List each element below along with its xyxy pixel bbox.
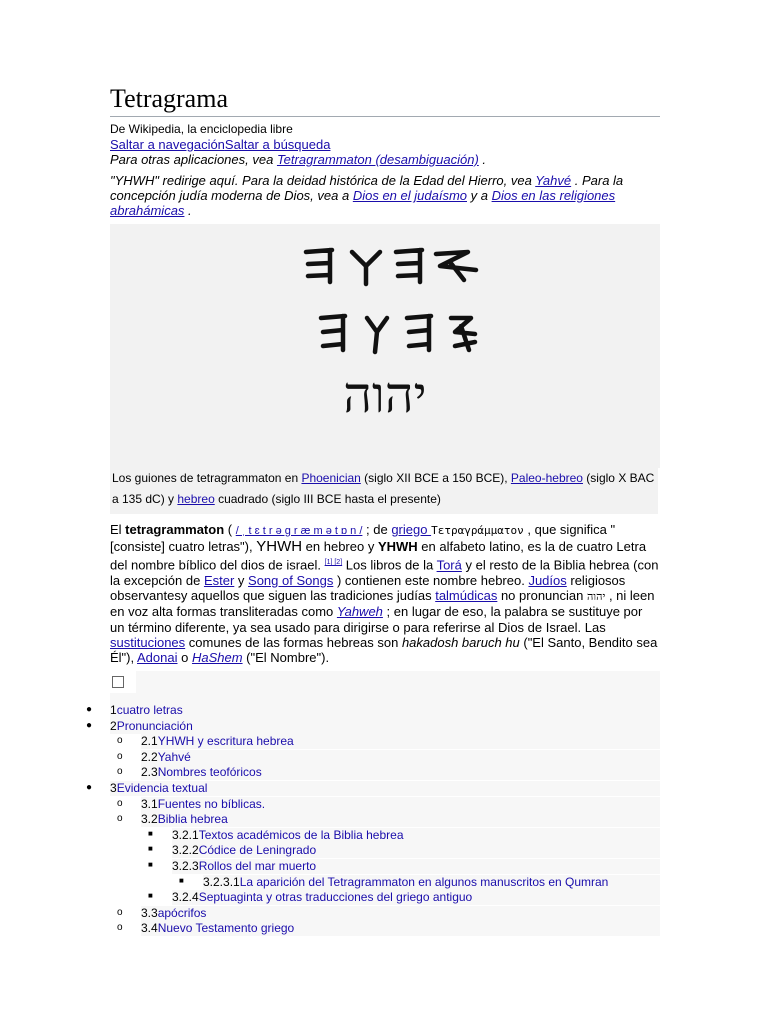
intro-text: , ni leen en voz alta formas transliteradas como xyxy=(110,588,655,620)
toc-item[interactable] xyxy=(203,875,608,890)
page-title: Tetragrama xyxy=(110,84,660,117)
hatnote-text: . xyxy=(478,152,487,167)
paleo-hebreo-link[interactable]: Paleo-hebreo xyxy=(510,471,583,485)
caption-text: cuadrado (siglo III BCE hasta el presente) xyxy=(214,492,441,506)
intro-paragraph xyxy=(110,522,660,665)
toc-row-background xyxy=(141,750,660,765)
toc-bullet: ■ xyxy=(148,844,153,854)
toc-label: Yahvé xyxy=(157,749,191,764)
hatnote-text: . xyxy=(184,203,192,218)
intro-text: y xyxy=(234,572,249,588)
toc-number: 3.2.2 xyxy=(172,843,199,858)
intro-text: ) contienen este nombre hebreo. xyxy=(333,572,529,588)
toc-label: Nuevo Testamento griego xyxy=(157,921,295,936)
toc-item[interactable] xyxy=(141,797,265,812)
intro-text: ( xyxy=(224,522,236,537)
toc-item[interactable] xyxy=(110,781,207,796)
intro-text: religiosos observantesy aquellos que siguen las tradiciones judías xyxy=(110,572,626,604)
toc-number: 2.2 xyxy=(141,749,158,764)
toc-bullet: o xyxy=(117,750,123,762)
toc-toggle-checkbox[interactable] xyxy=(112,676,124,688)
tagline: De Wikipedia, la enciclopedia libre xyxy=(110,122,293,136)
toc-label: cuatro letras xyxy=(116,703,183,717)
caption-text: (siglo X BAC a 135 dC) y xyxy=(112,471,655,506)
jump-to-navigation-link[interactable]: Saltar a navegación xyxy=(110,137,225,152)
toc-label: Septuaginta y otras traducciones del griego antiguo xyxy=(198,890,473,905)
hebreo-link[interactable]: hebreo xyxy=(177,492,215,506)
yahweh-link[interactable]: Yahweh xyxy=(336,604,383,620)
tora-link[interactable]: Torá xyxy=(436,557,462,573)
toc-label: Pronunciación xyxy=(116,718,193,733)
intro-text: ("El Nombre"). xyxy=(242,649,330,665)
toc-bullet: ● xyxy=(86,719,93,731)
toc-bullet: ● xyxy=(86,782,93,793)
toc-item[interactable] xyxy=(141,906,206,921)
toc-bullet: ■ xyxy=(148,860,153,869)
yhwh-large: YHWH xyxy=(256,538,303,556)
phoenician-link[interactable]: Phoenician xyxy=(301,471,361,485)
toc-bullet: ● xyxy=(86,704,93,715)
ipa-pronunciation-link[interactable]: / ˌ t ɛ t r ə ɡ r æ m ə t ɒ n / xyxy=(235,525,363,537)
toc-row-background xyxy=(141,906,660,921)
tetragrammaton-image xyxy=(110,236,660,429)
tetragrammaton-scripts-figure xyxy=(110,224,660,468)
toc-label: Rollos del mar muerto xyxy=(198,859,317,873)
toc-item[interactable] xyxy=(141,812,228,827)
toc-number: 3 xyxy=(110,781,117,795)
toc-item[interactable] xyxy=(141,921,294,936)
caption-text: (siglo XII BCE a 150 BCE), xyxy=(360,471,511,485)
dios-judaismo-link[interactable]: Dios en el judaísmo xyxy=(352,188,467,203)
phoenician-row xyxy=(306,250,476,284)
intro-text: El xyxy=(110,522,126,537)
toc-label: apócrifos xyxy=(157,905,207,920)
toc-item[interactable] xyxy=(110,719,193,734)
toc-bullet: o xyxy=(117,766,123,778)
intro-text: Los libros de la xyxy=(342,557,437,573)
article xyxy=(110,84,660,721)
intro-text: , que significa "[consiste] cuatro letras"), xyxy=(110,522,616,555)
hatnote-text: "YHWH" redirige aquí. Para la deidad histórica de la Edad del Hierro, vea xyxy=(110,173,536,188)
toc-label: Biblia hebrea xyxy=(157,812,228,827)
disambiguation-link[interactable]: Tetragrammaton (desambiguación) xyxy=(276,152,479,167)
sustituciones-link[interactable]: sustituciones xyxy=(110,634,186,650)
hashem-link[interactable]: HaShem xyxy=(191,649,243,665)
intro-text: ("El Santo, Bendito sea Él"), xyxy=(110,634,658,665)
yahve-link[interactable]: Yahvé xyxy=(535,173,572,188)
hatnote-text: . Para la concepción judía moderna de Dios, vea a xyxy=(110,173,624,203)
griego-link[interactable]: griego xyxy=(391,522,432,537)
intro-text: o xyxy=(177,649,192,665)
toc-item[interactable] xyxy=(172,859,316,874)
toc-bullet: o xyxy=(117,735,123,747)
intro-text: ; en lugar de eso, la palabra se sustituye por un término diferente, ya sea usado para dirigirse o para referirse al Dios de Israel. Las xyxy=(110,604,643,635)
toc-number: 1 xyxy=(110,703,117,717)
toc-label: Evidencia textual xyxy=(116,781,208,795)
toc-item[interactable] xyxy=(141,734,294,749)
toc-number: 2.1 xyxy=(141,734,158,749)
toc-label: La aparición del Tetragrammaton en algunos manuscritos en Qumran xyxy=(239,874,609,889)
toc-bullet: ■ xyxy=(179,875,184,885)
figure-caption xyxy=(110,468,658,514)
toc-number: 3.2.1 xyxy=(172,827,199,842)
tetragrammaton-bold: tetragrammaton xyxy=(125,522,225,537)
toc-label: Nombres teofóricos xyxy=(157,765,262,780)
square-hebrew-row: יהוה xyxy=(343,366,427,424)
toc-number: 3.1 xyxy=(141,796,158,811)
toc-item[interactable] xyxy=(172,890,472,905)
toc-number: 3.4 xyxy=(141,921,158,936)
toc-bullet: o xyxy=(117,797,123,809)
talmudicas-link[interactable]: talmúdicas xyxy=(435,588,498,604)
toc-bullet: ■ xyxy=(148,891,153,901)
song-of-songs-link[interactable]: Song of Songs xyxy=(248,572,334,588)
hatnote-text: y a xyxy=(467,188,492,203)
dios-religiones-link[interactable]: Dios en las religiones abrahámicas xyxy=(110,188,616,218)
toc-item[interactable] xyxy=(141,750,191,765)
greek-word: Τετραγράμματον xyxy=(431,524,524,537)
hatnote-text: Para otras aplicaciones, vea xyxy=(110,152,277,167)
adonai-link[interactable]: Adonai xyxy=(137,649,178,665)
jump-to-search-link[interactable]: Saltar a búsqueda xyxy=(224,137,331,152)
intro-text: comunes de las formas hebreas son xyxy=(185,634,402,650)
tetragrammaton-glyphs-image xyxy=(110,236,660,426)
hakadosh-italic: hakadosh baruch hu xyxy=(401,634,520,650)
toc-number: 3.2.4 xyxy=(172,890,199,905)
toc-item[interactable] xyxy=(172,828,404,843)
toc-bullet: ■ xyxy=(148,828,153,838)
yhwh-bold: YHWH xyxy=(377,539,418,555)
toc-row-background xyxy=(110,703,660,718)
toc-number: 3.2 xyxy=(141,812,158,827)
toc-bullet: o xyxy=(117,906,123,918)
toc-number: 3.2.3.1 xyxy=(203,874,240,889)
toc-bullet: o xyxy=(117,922,123,934)
toc-number: 2 xyxy=(110,718,117,733)
toc-item[interactable] xyxy=(172,843,316,858)
toc-label: Códice de Leningrado xyxy=(198,843,317,858)
toc-number: 3.2.3 xyxy=(172,859,199,873)
judios-link[interactable]: Judíos xyxy=(528,572,567,588)
intro-text: ; de xyxy=(362,522,392,537)
reference-link[interactable]: [1] [2] xyxy=(324,559,343,567)
hatnote-disambiguation xyxy=(110,152,660,167)
paleo-hebrew-row xyxy=(321,316,475,352)
toc-bullet: o xyxy=(117,813,123,825)
toc-item[interactable] xyxy=(110,703,183,718)
toc-label: YHWH y escritura hebrea xyxy=(157,734,294,749)
toc-label: Textos académicos de la Biblia hebrea xyxy=(198,827,404,842)
toc-number: 3.3 xyxy=(141,905,158,920)
jump-links xyxy=(110,137,660,152)
intro-text: y el resto de la Biblia hebrea (con la excepción de xyxy=(110,557,659,588)
hebrew-word: יהוה xyxy=(586,590,606,604)
toc-item[interactable] xyxy=(141,765,262,780)
hatnote-redirect xyxy=(110,173,660,218)
intro-text: en alfabeto latino, es la de cuatro Letra del nombre bíblico del dios de israel. xyxy=(110,539,647,573)
toc-label: Fuentes no bíblicas. xyxy=(157,796,266,811)
ester-link[interactable]: Ester xyxy=(203,572,235,588)
toc-number: 2.3 xyxy=(141,765,158,780)
intro-text: en hebreo y xyxy=(302,539,378,555)
caption-text: Los guiones de tetragrammaton en xyxy=(112,471,302,485)
intro-text: no pronuncian xyxy=(497,588,587,604)
